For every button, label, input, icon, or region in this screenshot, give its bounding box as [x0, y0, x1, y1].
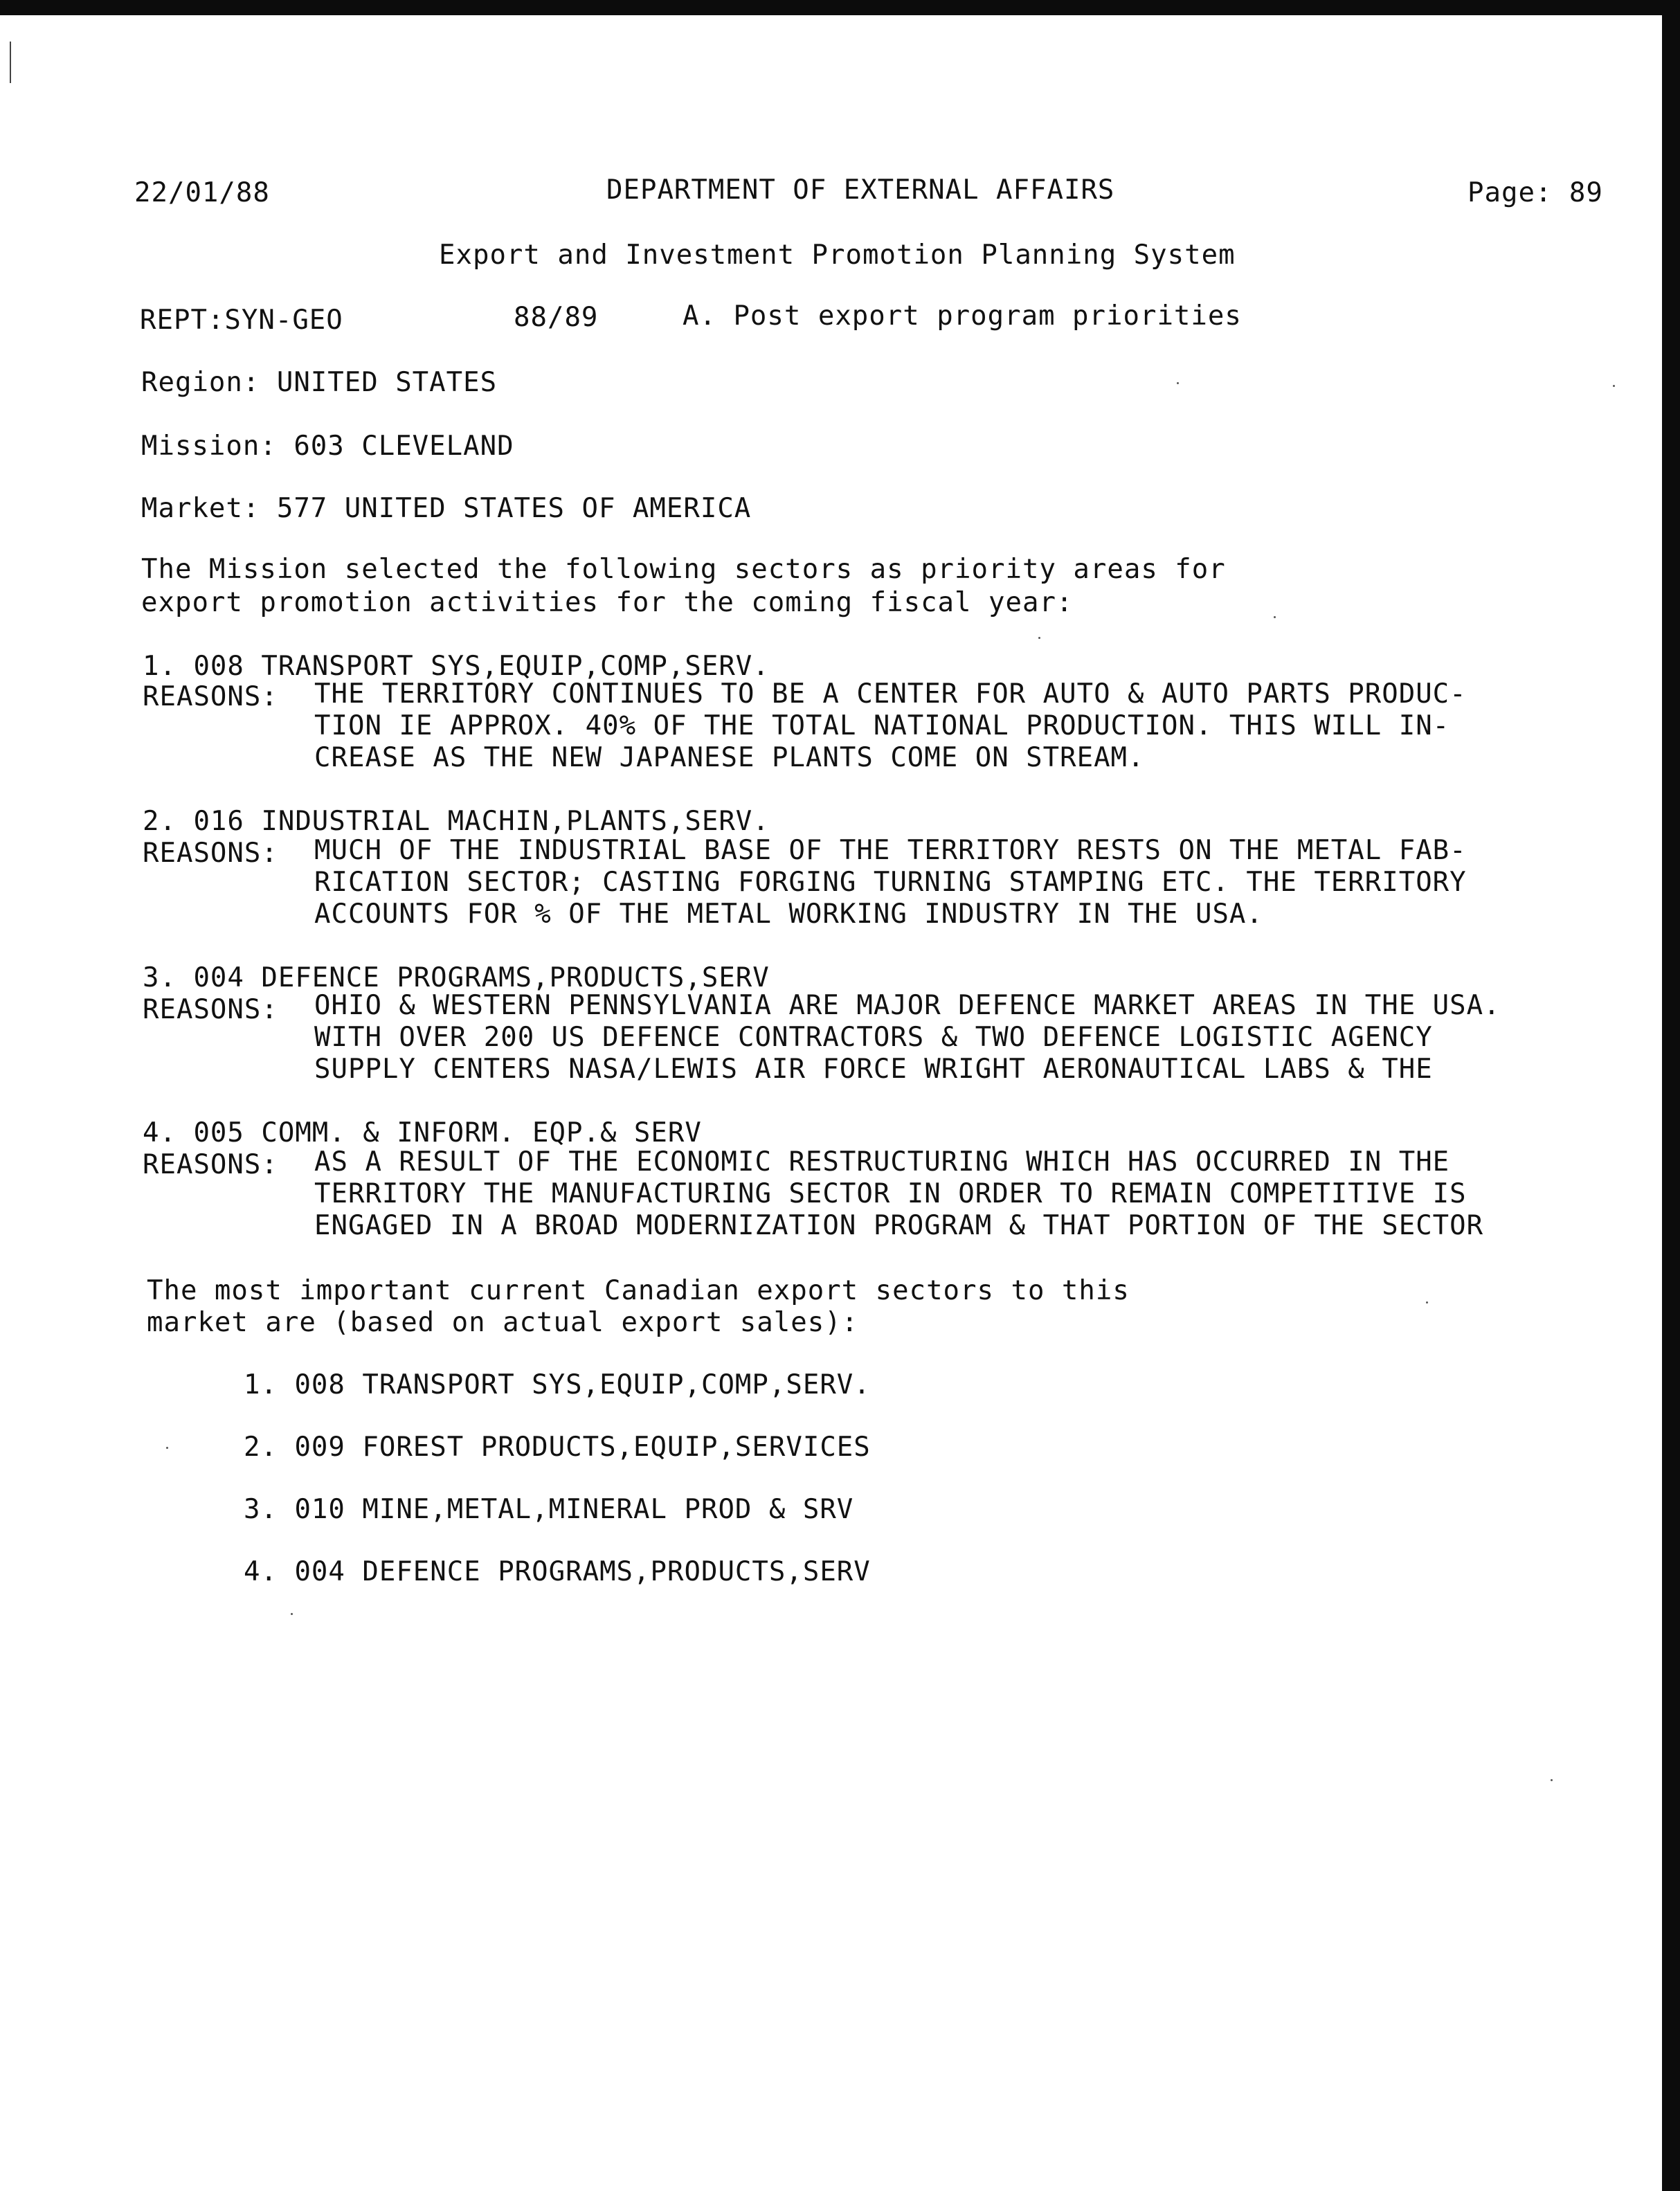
scan-speck — [1274, 616, 1276, 618]
intro-line: export promotion activities for the coming fiscal year: — [141, 587, 1074, 618]
scan-speck — [1426, 1301, 1428, 1304]
scan-border-right — [1662, 0, 1680, 2191]
sector-reason-line: OHIO & WESTERN PENNSYLVANIA ARE MAJOR DEFENCE MARKET AREAS IN THE USA. — [314, 990, 1501, 1021]
sector-heading: 1. 008 TRANSPORT SYS,EQUIP,COMP,SERV. — [143, 651, 770, 682]
report-year: 88/89 — [514, 302, 599, 333]
market-field: Market: 577 UNITED STATES OF AMERICA — [141, 493, 752, 524]
current-sector-item: 2. 009 FOREST PRODUCTS,EQUIP,SERVICES — [244, 1432, 871, 1463]
current-intro-line: market are (based on actual export sales): — [147, 1307, 859, 1338]
current-intro-line: The most important current Canadian export sectors to this — [147, 1275, 1130, 1306]
sector-reason-line: AS A RESULT OF THE ECONOMIC RESTRUCTURING WHICH HAS OCCURRED IN THE — [314, 1146, 1450, 1178]
system-title: Export and Investment Promotion Planning System — [439, 240, 1236, 271]
sector-heading: 2. 016 INDUSTRIAL MACHIN,PLANTS,SERV. — [143, 806, 770, 837]
reasons-label: REASONS: — [143, 681, 278, 712]
scan-speck — [1177, 382, 1179, 384]
sector-reason-line: CREASE AS THE NEW JAPANESE PLANTS COME ON STREAM. — [314, 742, 1145, 773]
reasons-label: REASONS: — [143, 1149, 278, 1180]
sector-heading: 4. 005 COMM. & INFORM. EQP.& SERV — [143, 1117, 702, 1148]
report-date: 22/01/88 — [134, 177, 270, 208]
sector-reason-line: ACCOUNTS FOR % OF THE METAL WORKING INDUSTRY IN THE USA. — [314, 899, 1263, 930]
sector-reason-line: MUCH OF THE INDUSTRIAL BASE OF THE TERRITORY RESTS ON THE METAL FAB- — [314, 835, 1467, 866]
sector-reason-line: TION IE APPROX. 40% OF THE TOTAL NATIONAL PRODUCTION. THIS WILL IN- — [314, 710, 1450, 741]
scan-speck — [1613, 385, 1615, 387]
current-sector-item: 4. 004 DEFENCE PROGRAMS,PRODUCTS,SERV — [244, 1556, 871, 1587]
sector-heading: 3. 004 DEFENCE PROGRAMS,PRODUCTS,SERV — [143, 962, 770, 993]
reasons-label: REASONS: — [143, 838, 278, 869]
scan-edge-mark — [10, 42, 11, 83]
scan-speck — [1038, 637, 1040, 639]
scan-speck — [1551, 1779, 1553, 1781]
intro-line: The Mission selected the following sectors as priority areas for — [141, 554, 1226, 585]
region-field: Region: UNITED STATES — [141, 367, 498, 398]
sector-reason-line: THE TERRITORY CONTINUES TO BE A CENTER FOR AUTO & AUTO PARTS PRODUC- — [314, 678, 1467, 710]
sector-reason-line: RICATION SECTOR; CASTING FORGING TURNING STAMPING ETC. THE TERRITORY — [314, 867, 1467, 898]
report-code: REPT:SYN-GEO — [140, 305, 343, 336]
scan-speck — [291, 1613, 293, 1615]
report-section: A. Post export program priorities — [683, 300, 1242, 332]
mission-field: Mission: 603 CLEVELAND — [141, 431, 514, 462]
sector-reason-line: ENGAGED IN A BROAD MODERNIZATION PROGRAM & THAT PORTION OF THE SECTOR — [314, 1210, 1484, 1241]
department-title: DEPARTMENT OF EXTERNAL AFFAIRS — [606, 174, 1115, 206]
sector-reason-line: SUPPLY CENTERS NASA/LEWIS AIR FORCE WRIGHT AERONAUTICAL LABS & THE — [314, 1054, 1433, 1085]
reasons-label: REASONS: — [143, 994, 278, 1025]
scan-border-top — [0, 0, 1680, 15]
current-sector-item: 1. 008 TRANSPORT SYS,EQUIP,COMP,SERV. — [244, 1369, 871, 1400]
sector-reason-line: WITH OVER 200 US DEFENCE CONTRACTORS & TWO DEFENCE LOGISTIC AGENCY — [314, 1022, 1433, 1053]
scan-speck — [166, 1447, 168, 1449]
current-sector-item: 3. 010 MINE,METAL,MINERAL PROD & SRV — [244, 1494, 854, 1525]
sector-reason-line: TERRITORY THE MANUFACTURING SECTOR IN ORDER TO REMAIN COMPETITIVE IS — [314, 1178, 1467, 1209]
page-number: Page: 89 — [1467, 177, 1603, 208]
